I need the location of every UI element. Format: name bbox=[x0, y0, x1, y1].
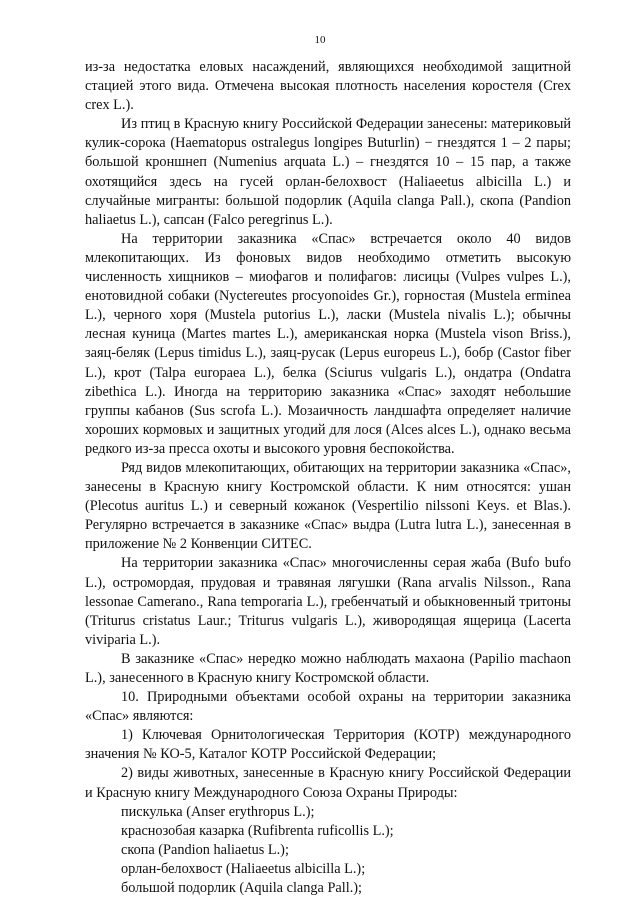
paragraph: Ряд видов млекопитающих, обитающих на территории заказника «Спас», занесены в Красную книгу Костромской области. К ним относятся: ушан (Plecotus auritus L.) и северный кожанок (Vespertilio nilssoni Keys. et Blas.). Регулярно встречается в заказнике «Спас» выдра (Lutra lutra L.), занесенная в приложение № 2 Конвенции СИТЕС. bbox=[85, 459, 571, 553]
list-item: большой подорлик (Aquila clanga Pall.); bbox=[121, 880, 363, 897]
list-item: пискулька (Anser erythropus L.); bbox=[121, 803, 315, 820]
paragraph: На территории заказника «Спас» встречается около 40 видов млекопитающих. Из фоновых видов необходимо отметить высокую численность хищников – миофагов и полифагов: лисицы (Vulpes vulpes L.), енотовидной собаки (Nyctereutes procyonoides Gr.), горностая (Mustela erminea L.), черного хоря (Mustela putorius L.), ласки (Mustela nivalis L.); обычны лесная куница (Martes martes L.), американская норка (Mustela vison Briss.), заяц-беляк (Lepus timidus L.), заяц-русак (Lepus europeus L.), бобр (Castor fiber L.), крот (Talpa europaea L.), белка (Sciurus vulgaris L.), ондатра (Ondatra zibethica L.). Иногда на территорию заказника «Спас» заходят небольшие группы кабанов (Sus scrofa L.). Мозаичность ландшафта определяет наличие хороших кормовых и защитных угодий для лося (Alces alces L.), однако весьма редкого из-за пресса охоты и высокого уровня беспокойства. bbox=[85, 230, 571, 457]
paragraph: 10. Природными объектами особой охраны на территории заказника «Спас» являются: bbox=[85, 689, 571, 725]
list-item: орлан-белохвост (Haliaeetus albicilla L.); bbox=[121, 860, 366, 877]
paragraph: 1) Ключевая Орнитологическая Территория (КОТР) международного значения № КО-5, Каталог КОТР Российской Федерации; bbox=[85, 727, 571, 763]
paragraph: В заказнике «Спас» нередко можно наблюдать махаона (Papilio machaon L.), занесенного в Красную книгу Костромской области. bbox=[85, 650, 571, 686]
paragraph: На территории заказника «Спас» многочисленны серая жаба (Bufo bufo L.), остромордая, прудовая и травяная лягушки (Rana arvalis Nilsson., Rana lessonae Camerano., Rana temporaria L.), гребенчатый и обыкновенный тритоны (Triturus cristatus Laur.; Triturus vulgaris L.), живородящая ящерица (Lacerta viviparia L.). bbox=[85, 555, 571, 648]
page-number: 10 bbox=[314, 34, 326, 46]
list-item: краснозобая казарка (Rufibrenta ruficollis L.); bbox=[121, 822, 394, 839]
document-body bbox=[85, 58, 571, 898]
paragraph: 2) виды животных, занесенные в Красную книгу Российской Федерации и Красную книгу Международного Союза Охраны Природы: bbox=[85, 765, 571, 801]
paragraph: Из птиц в Красную книгу Российской Федерации занесены: материковый кулик-сорока (Haematopus ostralegus longipes Buturlin) − гнездятся 1 – 2 пары; большой кроншнеп (Numenius arquata L.) – гнездятся 10 – 15 пар, а также охотящийся здесь на гусей орлан-белохвост (Haliaeetus albicilla L.) и случайные мигранты: большой подорлик (Aquila clanga Pall.), скопа (Pandion haliaetus L.), сапсан (Falco peregrinus L.). bbox=[85, 116, 571, 228]
list-item: скопа (Pandion haliaetus L.); bbox=[121, 841, 289, 858]
paragraph: из-за недостатка еловых насаждений, являющихся необходимой защитной стацией этого вида. Отмечена высокая плотность населения коростеля (Crex crex L.). bbox=[85, 59, 571, 114]
